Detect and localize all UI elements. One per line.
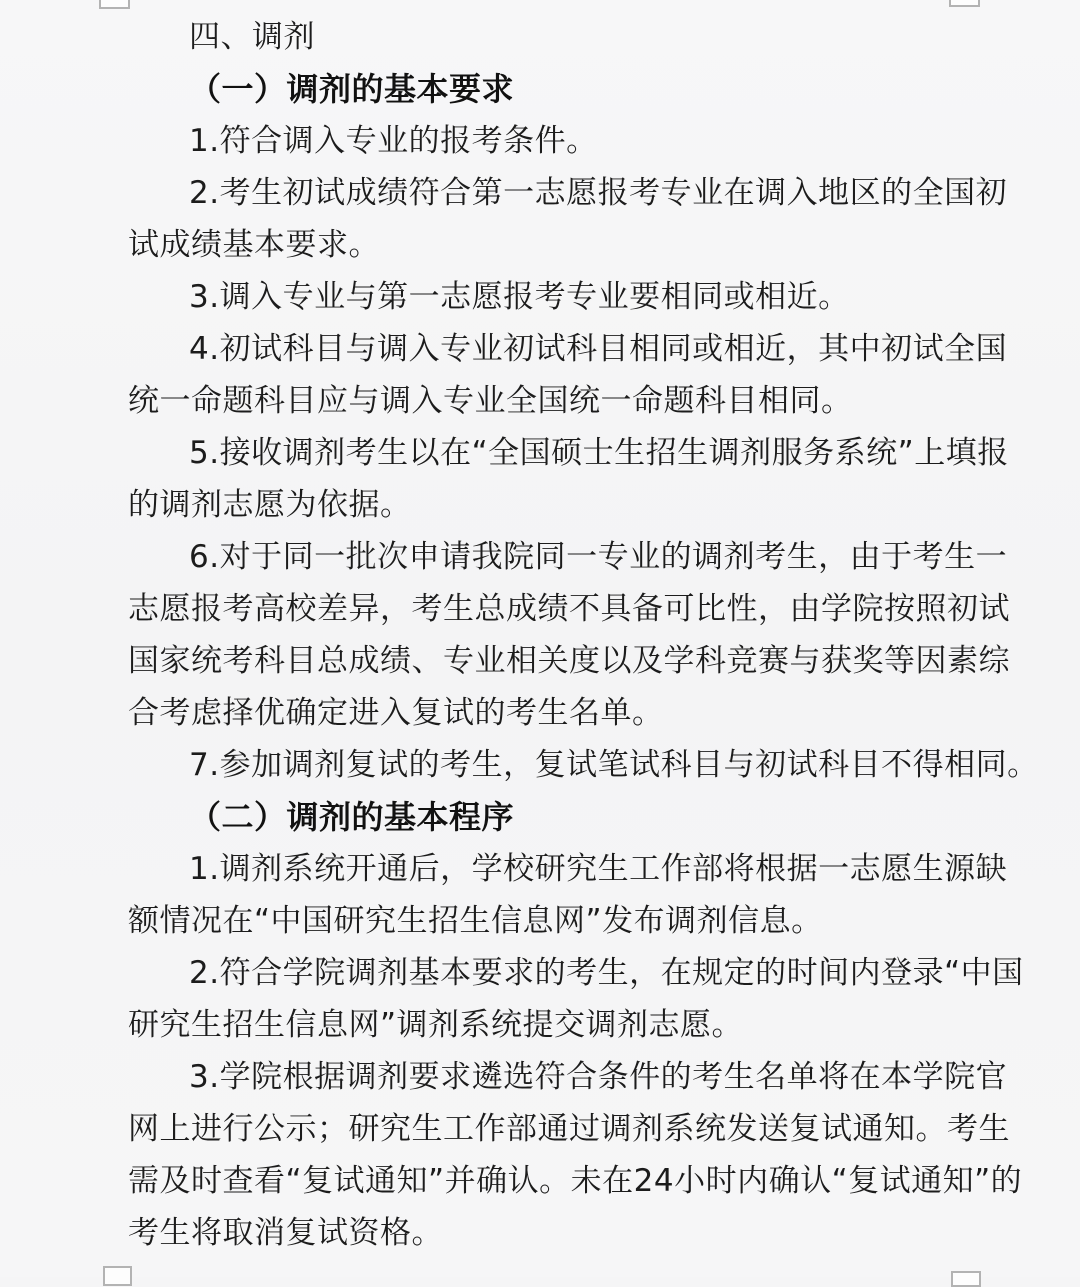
text-line: 考生将取消复试资格。 <box>128 1215 443 1251</box>
text-line: 研究生招生信息网”调剂系统提交调剂志愿。 <box>128 1007 744 1043</box>
text-line: 7.参加调剂复试的考生，复试笔试科目与初试科目不得相同。 <box>189 747 1039 783</box>
text-line: 合考虑择优确定进入复试的考生名单。 <box>128 695 664 731</box>
text-line: 需及时查看“复试通知”并确认。未在24小时内确认“复试通知”的 <box>128 1163 1023 1199</box>
text-line: 1.符合调入专业的报考条件。 <box>189 123 598 159</box>
cropped-box-fragment-bottom-right <box>951 1271 981 1287</box>
text-line: 的调剂志愿为依据。 <box>128 487 412 523</box>
section-title: 四、调剂 <box>189 19 315 55</box>
text-line: 2.符合学院调剂基本要求的考生，在规定的时间内登录“中国 <box>189 955 1024 991</box>
cropped-box-fragment-bottom-left <box>103 1266 132 1286</box>
text-line: 4.初试科目与调入专业初试科目相同或相近，其中初试全国 <box>189 331 1008 367</box>
text-line: 志愿报考高校差异，考生总成绩不具备可比性，由学院按照初试 <box>128 591 1010 627</box>
text-line: 试成绩基本要求。 <box>128 227 380 263</box>
document-text <box>128 11 1039 1259</box>
text-line: 额情况在“中国研究生招生信息网”发布调剂信息。 <box>128 903 823 939</box>
text-line: 3.学院根据调剂要求遴选符合条件的考生名单将在本学院官 <box>189 1059 1008 1095</box>
cropped-box-fragment-top-left <box>99 0 130 9</box>
text-line: 网上进行公示；研究生工作部通过调剂系统发送复试通知。考生 <box>128 1111 1010 1147</box>
subsection-heading-1: （一）调剂的基本要求 <box>189 70 515 108</box>
text-line: 5.接收调剂考生以在“全国硕士生招生调剂服务系统”上填报 <box>189 435 1009 471</box>
subsection-heading-2: （二）调剂的基本程序 <box>189 798 515 836</box>
text-line: 国家统考科目总成绩、专业相关度以及学科竞赛与获奖等因素综 <box>128 643 1010 679</box>
text-line: 1.调剂系统开通后，学校研究生工作部将根据一志愿生源缺 <box>189 851 1008 887</box>
cropped-box-fragment-top-right <box>949 0 980 7</box>
text-line: 3.调入专业与第一志愿报考专业要相同或相近。 <box>189 279 850 315</box>
text-line: 统一命题科目应与调入专业全国统一命题科目相同。 <box>128 383 853 419</box>
text-line: 6.对于同一批次申请我院同一专业的调剂考生，由于考生一 <box>189 539 1008 575</box>
text-line: 2.考生初试成绩符合第一志愿报考专业在调入地区的全国初 <box>189 175 1008 211</box>
